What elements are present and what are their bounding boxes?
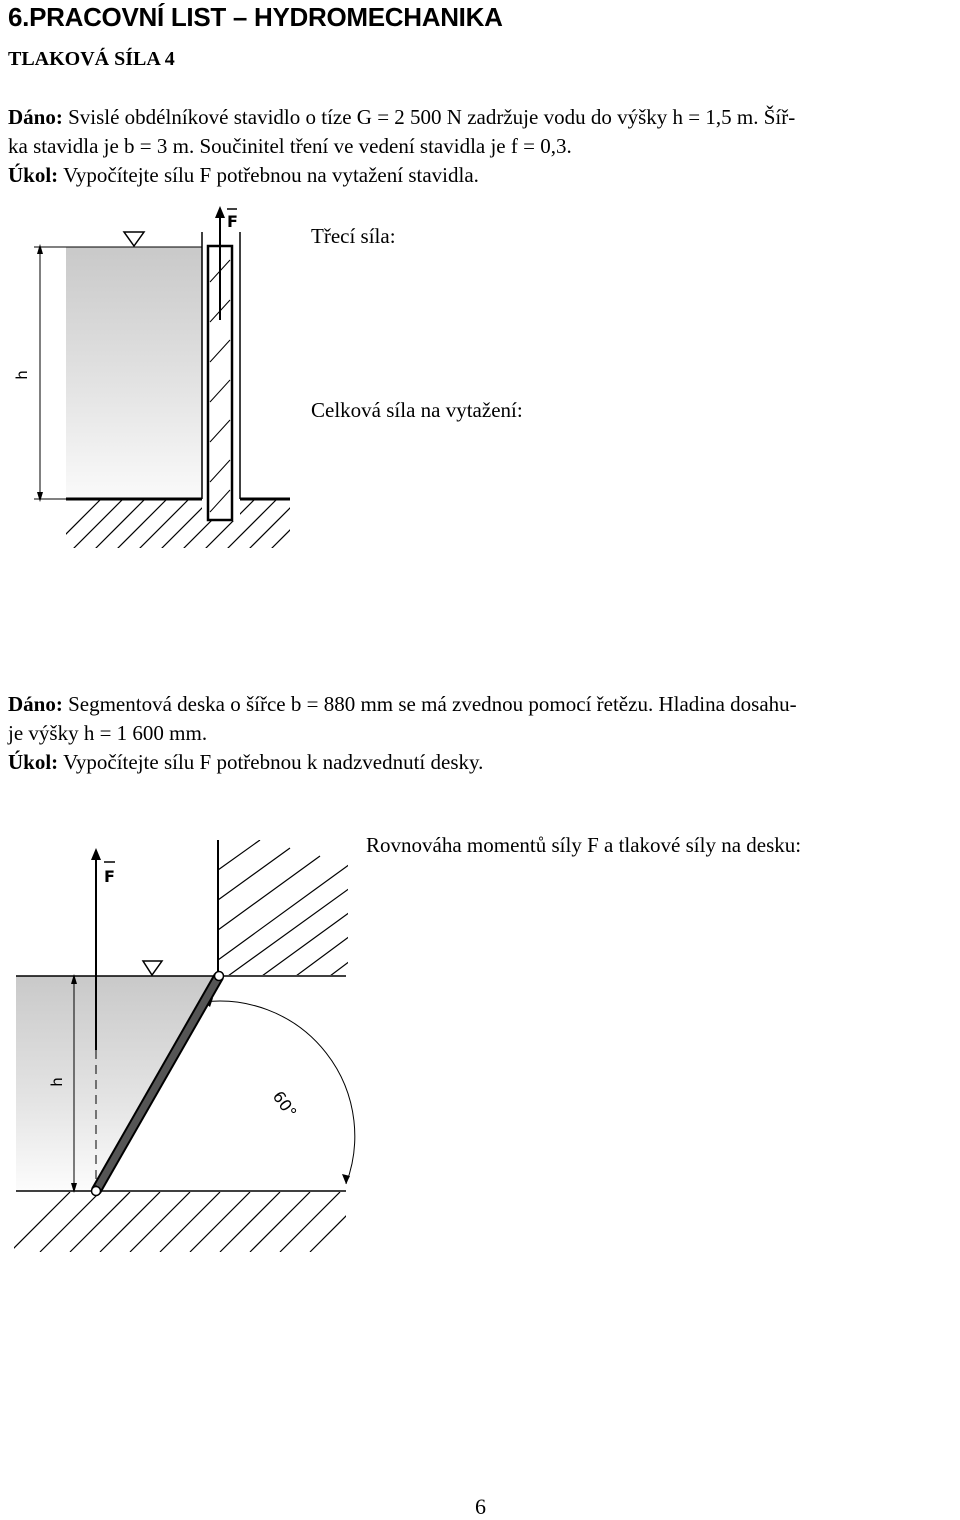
force-label-1: F	[227, 212, 238, 231]
force-arrow-head-2	[91, 848, 101, 860]
upper-wall-hatch	[218, 840, 350, 976]
figure-2-segment-plate	[10, 840, 370, 1252]
task1-given-text-line1: Svislé obdélníkové stavidlo o tíze G = 2 500 N zadržuje vodu do výšky h = 1,5 m. Šíř-	[68, 105, 796, 129]
force-arrow-head-1	[215, 206, 225, 218]
task1-note-total: Celková síla na vytažení:	[311, 398, 523, 422]
height-label-1: h	[13, 370, 31, 380]
task2-given-label: Dáno:	[8, 692, 63, 716]
force-label-2: F	[104, 867, 115, 886]
task1-given-label: Dáno:	[8, 105, 63, 129]
angle-label: 60°	[268, 1087, 301, 1122]
top-hinge	[215, 972, 224, 981]
task2-task-label: Úkol:	[8, 750, 59, 774]
section-title: TLAKOVÁ SÍLA 4	[8, 48, 175, 70]
water-level-symbol-2	[143, 961, 162, 975]
task1-note-friction: Třecí síla:	[311, 224, 396, 248]
height-label-2: h	[48, 1077, 66, 1087]
bottom-hinge	[92, 1187, 101, 1196]
page-title: 6.PRACOVNÍ LIST – HYDROMECHANIKA	[8, 2, 503, 32]
ground-hatch-2	[10, 1192, 370, 1252]
water-level-symbol-1	[124, 232, 144, 246]
page-number: 6	[475, 1494, 486, 1519]
task1-task-text: Vypočítejte sílu F potřebnou na vytažení stavidla.	[63, 163, 479, 187]
figure-1-sluice-gate	[13, 206, 320, 560]
task1-given-text-line2: ka stavidla je b = 3 m. Součinitel tření ve vedení stavidla je f = 0,3.	[8, 134, 572, 158]
task1-task-label: Úkol:	[8, 163, 59, 187]
task2-note-moments: Rovnováha momentů síly F a tlakové síly na desku:	[366, 833, 802, 857]
ground-hatch-1	[40, 500, 320, 560]
task2-given-text-line1: Segmentová deska o šířce b = 880 mm se má zvednou pomocí řetězu. Hladina dosahu-	[68, 692, 797, 716]
task2-task-text: Vypočítejte sílu F potřebnou k nadzvednutí desky.	[63, 750, 484, 774]
task2-given-text-line2: je výšky h = 1 600 mm.	[8, 721, 208, 745]
water-body-1	[66, 247, 202, 499]
